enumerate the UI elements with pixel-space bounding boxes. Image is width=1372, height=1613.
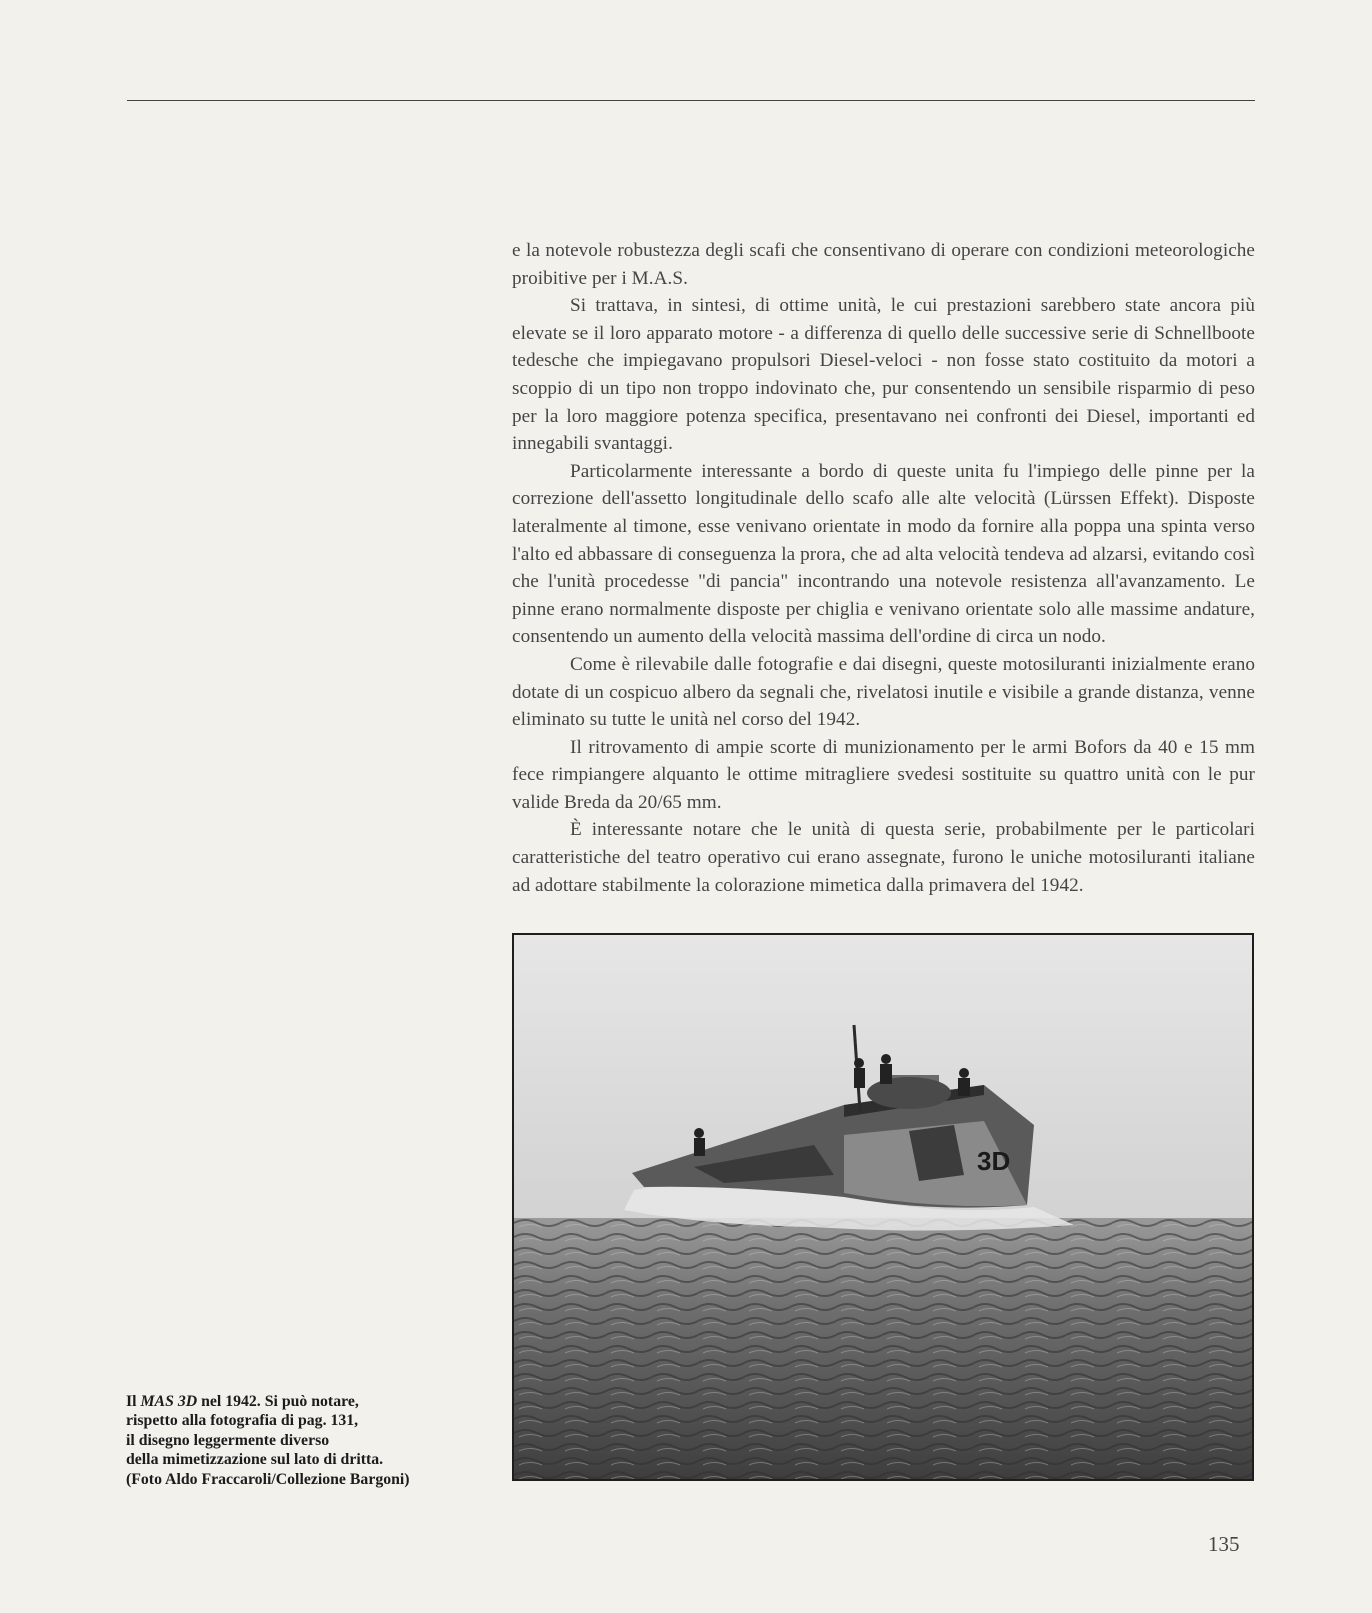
paragraph: Si trattava, in sintesi, di ottime unità, le cui prestazioni sarebbero state ancora più elevate se il loro apparato motore - a differenza di quello delle successive serie di Schnellboote tedesche che impiegavano propulsori Diesel-veloci - non fosse stato costituito da motori a scoppio di un tipo non troppo indovinato che, pur consentendo un sensibile risparmio di peso per la loro maggiore potenza specifica, presentavano nei confronti dei Diesel, importanti ed innegabili svantaggi. xyxy=(512,295,1255,455)
photo-caption xyxy=(126,1392,486,1489)
paragraph: e la notevole robustezza degli scafi che consentivano di operare con condizioni meteorologiche proibitive per i M.A.S. xyxy=(512,240,1255,289)
header-rule xyxy=(127,100,1255,101)
caption-text: nel 1942. Si può notare, xyxy=(201,1393,359,1410)
article-body xyxy=(512,237,1255,899)
page-number: 135 xyxy=(1208,1532,1240,1556)
paragraph: È interessante notare che le unità di questa serie, probabilmente per le particolari caratteristiche del teatro operativo cui erano assegnate, furono le uniche motosiluranti italiane ad adottare stabilmente la colorazione mimetica dalla primavera del 1942. xyxy=(512,819,1255,896)
caption-line: il disegno leggermente diverso xyxy=(126,1431,330,1449)
paragraph: Particolarmente interessante a bordo di queste unita fu l'impiego delle pinne per la correzione dell'assetto longitudinale dello scafo alle alte velocità (Lürssen Effekt). Disposte lateralmente al timone, esse venivano orientate in modo da fornire alla poppa una spinta verso l'alto ed abbassare di conseguenza la prora, che ad alta velocità tendeva ad alzarsi, evitando così che l'unità procedesse "di pancia" incontrando una notevole resistenza all'avanzamento. Le pinne erano normalmente disposte per chiglia e venivano orientate solo alle massime andature, consentendo un aumento della velocità massima dell'ordine di circa un nodo. xyxy=(512,460,1255,648)
caption-credit: (Foto Aldo Fraccaroli/Collezione Bargoni) xyxy=(126,1470,410,1488)
paragraph: Come è rilevabile dalle fotografie e dai disegni, queste motosiluranti inizialmente erano dotate di un cospicuo albero da segnali che, rivelatosi inutile e visibile a grande distanza, venne eliminato su tutte le unità nel corso del 1942. xyxy=(512,653,1255,731)
photograph-mas-3d xyxy=(512,933,1254,1481)
caption-prefix: Il xyxy=(126,1393,137,1410)
paragraph: Il ritrovamento di ampie scorte di munizionamento per le armi Bofors da 40 e 15 mm fece rimpiangere alquanto le ottime mitragliere svedesi sostituite su quattro unità con le pur valide Breda da 20/65 mm. xyxy=(512,736,1255,813)
hull-number: 3D xyxy=(977,1146,1011,1176)
caption-boat-name: MAS 3D xyxy=(140,1393,198,1410)
caption-line: rispetto alla fotografia di pag. 131, xyxy=(126,1412,359,1430)
caption-line: della mimetizzazione sul lato di dritta. xyxy=(126,1451,384,1469)
